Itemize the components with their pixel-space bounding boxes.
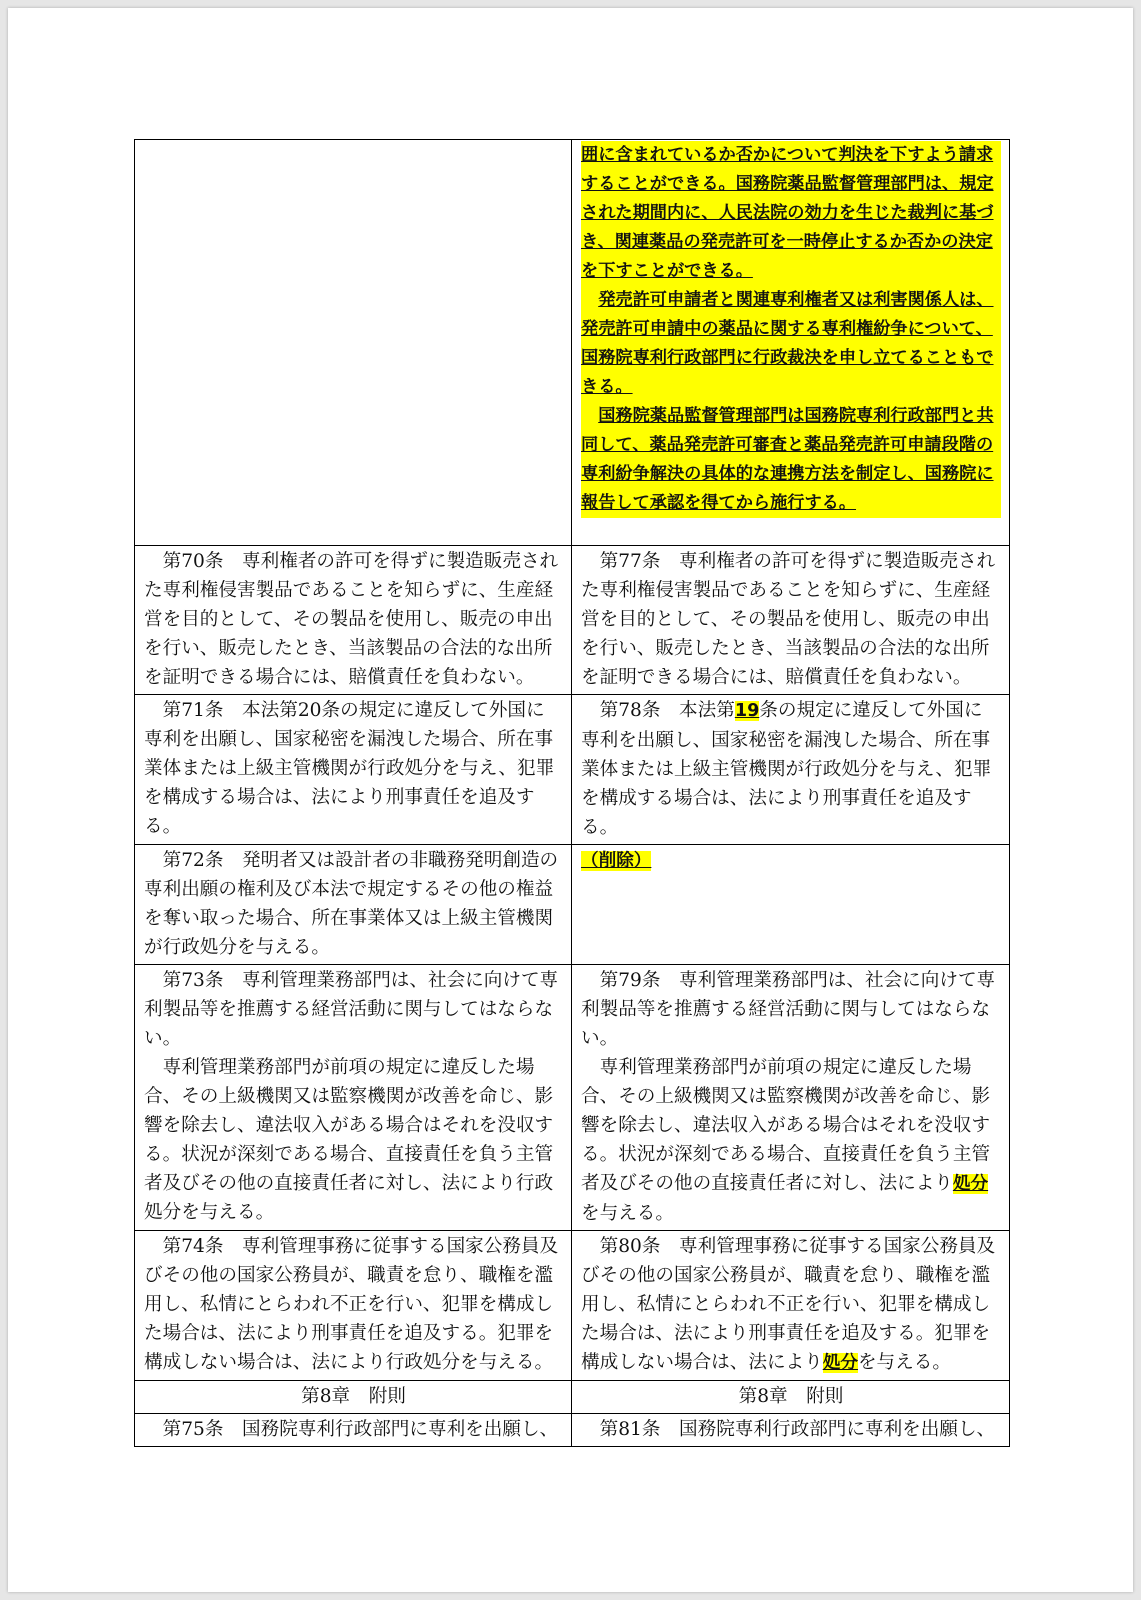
- table-row: [135, 546, 1010, 695]
- article-text: 第81条 国務院専利行政部門に専利を出願し、: [599, 1419, 996, 1440]
- left-cell: [135, 965, 572, 1231]
- added-paragraph: 囲に含まれているか否かについて判決を下すよう請求することができる。国務院薬品監督管理部門は、規定された期間内に、人民法院の効力を生じた裁判に基づき、関連薬品の発売許可を一時停止するか否かの決定を下すことができる。: [581, 141, 1001, 286]
- article-text: 専利管理業務部門が前項の規定に違反した場合、その上級機関又は監察機関が改善を命じ、影響を除去し、違法収入がある場合はそれを没収する。状況が深刻である場合、直接責任を負う主管者及びその他の直接責任者に対し、法により行政処分を与える。: [144, 1057, 554, 1223]
- text-segment: 第80条 専利管理事務に従事する国家公務員及びその他の国家公務員が、職責を怠り、職権を濫用し、私情にとらわれ不正を行い、犯罪を構成した場合は、法により刑事責任を追及する。犯罪を構成しない場合は、法により: [581, 1236, 996, 1373]
- right-cell: [572, 1231, 1010, 1381]
- table-row: [135, 1414, 1010, 1447]
- left-cell: [135, 695, 572, 845]
- highlighted-change: 処分: [822, 1353, 858, 1373]
- text-segment: 専利管理業務部門が前項の規定に違反した場合、その上級機関又は監察機関が改善を命じ、影響を除去し、違法収入がある場合はそれを没収する。状況が深刻である場合、直接責任を負う主管者及びその他の直接責任者に対し、法により: [581, 1057, 991, 1194]
- article-text: 第71条 本法第20条の規定に違反して外国に専利を出願し、国家秘密を漏洩した場合、所在事業体または上級主管機関が行政処分を与え、犯罪を構成する場合は、法により刑事責任を追及する。: [144, 700, 555, 837]
- article-text: 第77条 専利権者の許可を得ずに製造販売された専利権侵害製品であることを知らずに、生産経営を目的として、その製品を使用し、販売の申出を行い、販売したとき、当該製品の合法的な出所を証明できる場合には、賠償責任を負わない。: [581, 551, 996, 688]
- chapter-heading-left: 第8章 附則: [135, 1381, 572, 1414]
- right-cell: [572, 845, 1010, 965]
- left-cell: [135, 546, 572, 695]
- document-page: [8, 8, 1133, 1592]
- right-cell: [572, 1414, 1010, 1447]
- article-text: 第79条 専利管理業務部門は、社会に向けて専利製品等を推薦する経営活動に関与してはならない。: [581, 970, 996, 1049]
- chapter-heading-right: 第8章 附則: [572, 1381, 1010, 1414]
- comparison-table: [134, 139, 1010, 1447]
- added-paragraph: 発売許可申請者と関連専利権者又は利害関係人は、発売許可申請中の薬品に関する専利権紛争について、国務院専利行政部門に行政裁決を申し立てることもできる。: [581, 286, 1001, 402]
- table-row: [135, 1231, 1010, 1381]
- highlighted-change: 処分: [952, 1174, 989, 1194]
- text-segment: を与える。: [857, 1352, 951, 1373]
- left-cell: [135, 1414, 572, 1447]
- article-text: 第72条 発明者又は設計者の非職務発明創造の専利出願の権利及び本法で規定するその他の権益を奪い取った場合、所在事業体又は上級主管機関が行政処分を与える。: [144, 850, 559, 958]
- table-row: [135, 695, 1010, 845]
- right-cell: [572, 546, 1010, 695]
- article-text: [581, 696, 1001, 842]
- article-text: [581, 1232, 1001, 1378]
- left-cell-empty: [135, 140, 572, 546]
- article-text: 第73条 専利管理業務部門は、社会に向けて専利製品等を推薦する経営活動に関与してはならない。: [144, 970, 559, 1049]
- article-text: [581, 1053, 1001, 1228]
- right-cell-added-text: [572, 140, 1010, 546]
- table-row: [135, 965, 1010, 1231]
- text-segment: 第78条 本法第: [599, 700, 735, 721]
- article-text: 第74条 専利管理事務に従事する国家公務員及びその他の国家公務員が、職責を怠り、職権を濫用し、私情にとらわれ不正を行い、犯罪を構成した場合は、法により刑事責任を追及する。犯罪を構成しない場合は、法により行政処分を与える。: [144, 1236, 559, 1373]
- article-text: [581, 846, 1001, 876]
- left-cell: [135, 845, 572, 965]
- table-row: [135, 845, 1010, 965]
- article-text: 第75条 国務院専利行政部門に専利を出願し、: [162, 1419, 559, 1440]
- article-text: 第70条 専利権者の許可を得ずに製造販売された専利権侵害製品であることを知らずに、生産経営を目的として、その製品を使用し、販売の申出を行い、販売したとき、当該製品の合法的な出所を証明できる場合には、賠償責任を負わない。: [144, 551, 559, 688]
- right-cell: [572, 965, 1010, 1231]
- right-cell: [572, 695, 1010, 845]
- deleted-marker: （削除）: [581, 851, 652, 871]
- added-paragraph: 国務院薬品監督管理部門は国務院専利行政部門と共同して、薬品発売許可審査と薬品発売許可申請段階の専利紛争解決の具体的な連携方法を制定し、国務院に報告して承認を得てから施行する。: [581, 402, 1001, 518]
- left-cell: [135, 1231, 572, 1381]
- table-row: [135, 140, 1010, 546]
- text-segment: 条の規定に違反して外国に専利を出願し、国家秘密を漏洩した場合、所在事業体または上級主管機関が行政処分を与え、犯罪を構成する場合は、法により刑事責任を追及する。: [581, 700, 992, 838]
- table-row: [135, 1381, 1010, 1414]
- text-segment: を与える。: [581, 1203, 674, 1224]
- highlighted-change: 19: [734, 701, 760, 721]
